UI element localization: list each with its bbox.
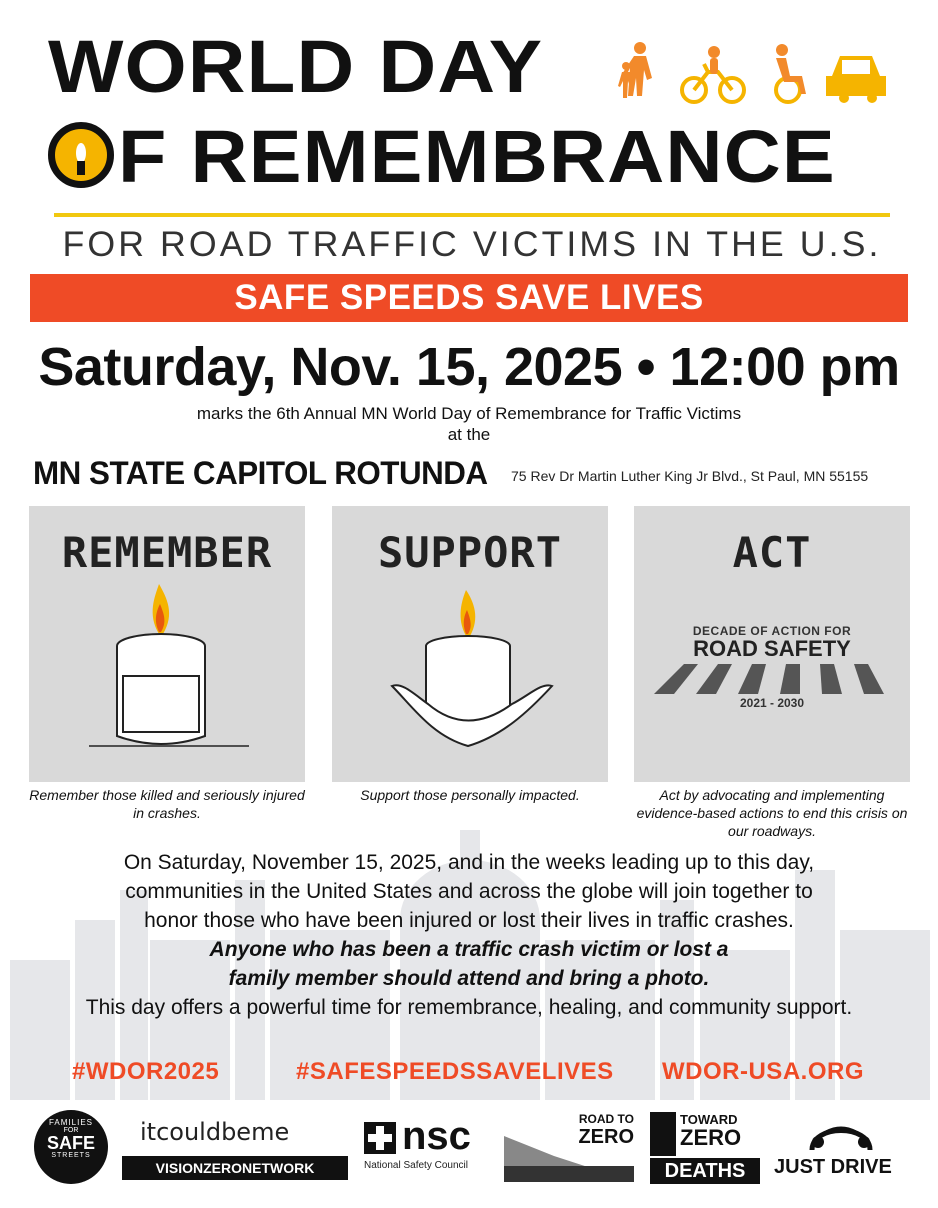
- car-icon: [826, 56, 886, 103]
- body-line: This day offers a powerful time for remembrance, healing, and community support.: [85, 996, 853, 1019]
- candle-icon: [89, 584, 249, 764]
- venue-address: 75 Rev Dr Martin Luther King Jr Blvd., St Paul, MN 55155: [511, 468, 869, 484]
- body-emphasis-line: family member should attend and bring a photo.: [228, 967, 710, 990]
- families-text: FAMILIES: [48, 1118, 93, 1127]
- act-caption: Act by advocating and implementing evidence-based actions to end this crisis on our roadways.: [636, 787, 908, 839]
- streets-text: STREETS: [51, 1152, 91, 1159]
- remember-heading: REMEMBER: [61, 528, 273, 577]
- body-emphasis-line: Anyone who has been a traffic crash victim or lost a: [209, 938, 729, 961]
- road-safety-years: 2021 - 2030: [739, 696, 805, 710]
- safe-speeds-banner: SAFE SPEEDS SAVE LIVES: [30, 274, 908, 322]
- support-panel: [332, 506, 608, 782]
- zero-text: ZERO: [578, 1126, 634, 1148]
- event-date-time: Saturday, Nov. 15, 2025 • 12:00 pm: [38, 337, 900, 397]
- itcouldbeme-logo: itcouldbeme: [140, 1118, 290, 1146]
- act-panel: [634, 506, 910, 782]
- wheelchair-icon: [776, 44, 806, 102]
- hashtag-safespeeds[interactable]: #SAFESPEEDSSAVELIVES: [296, 1058, 614, 1085]
- body-line: communities in the United States and across the globe will join together to: [125, 880, 813, 903]
- road-illustration-icon: [504, 1126, 634, 1182]
- nsc-subtitle: National Safety Council: [364, 1160, 468, 1171]
- hashtag-wdor2025: #WDOR2025: [72, 1058, 220, 1085]
- title-line-1: WORLD DAY: [48, 25, 544, 108]
- families-for-safe-streets-logo: [34, 1110, 108, 1184]
- road-to-zero-logo: [504, 1112, 634, 1182]
- support-heading: SUPPORT: [377, 528, 562, 577]
- support-caption: Support those personally impacted.: [360, 787, 580, 803]
- act-heading: ACT: [732, 528, 812, 577]
- just-drive-logo: JUST DRIVE: [774, 1156, 892, 1178]
- road-users-icons: [618, 40, 890, 106]
- for-text: FOR: [63, 1127, 79, 1134]
- toward-zero-deaths-logo: [650, 1112, 760, 1184]
- website-link[interactable]: WDOR-USA.ORG: [662, 1058, 864, 1085]
- toward-text: TOWARD: [680, 1112, 738, 1127]
- decade-of-action-text: DECADE OF ACTION FOR: [692, 624, 852, 638]
- hands-candle-icon: [382, 586, 562, 766]
- body-line: honor those who have been injured or lost their lives in traffic crashes.: [144, 909, 794, 932]
- venue-name: MN STATE CAPITOL ROTUNDA: [33, 455, 488, 491]
- road-safety-text: ROAD SAFETY: [693, 636, 851, 661]
- deaths-text: DEATHS: [650, 1158, 760, 1184]
- steering-wheel-icon: [806, 1114, 876, 1154]
- nsc-logo: nsc: [402, 1114, 471, 1158]
- event-description: [0, 403, 938, 445]
- crosswalk-icon: [634, 664, 910, 694]
- safe-text: SAFE: [46, 1133, 95, 1153]
- body-line: On Saturday, November 15, 2025, and in the weeks leading up to this day,: [123, 851, 815, 874]
- event-at-line: at the: [447, 425, 491, 444]
- event-marks-line: marks the 6th Annual MN World Day of Remembrance for Traffic Victims: [196, 404, 742, 423]
- nsc-cross-icon: [364, 1122, 396, 1154]
- title-line-2: F REMEMBRANCE: [118, 115, 836, 198]
- subtitle: FOR ROAD TRAFFIC VICTIMS IN THE U.S.: [62, 225, 882, 264]
- remember-panel: [29, 506, 305, 782]
- candle-logo-icon: [48, 122, 114, 188]
- pedestrians-icon: [618, 42, 652, 98]
- vision-zero-network-logo: VISIONZERONETWORK: [122, 1156, 348, 1180]
- zero-text: ZERO: [680, 1125, 742, 1150]
- body-paragraph: [0, 848, 938, 1022]
- title-divider: [54, 213, 890, 217]
- minnesota-shape-icon: [650, 1112, 676, 1156]
- remember-caption: Remember those killed and seriously injured in crashes.: [29, 787, 305, 821]
- road-to-text: ROAD TO: [578, 1112, 634, 1126]
